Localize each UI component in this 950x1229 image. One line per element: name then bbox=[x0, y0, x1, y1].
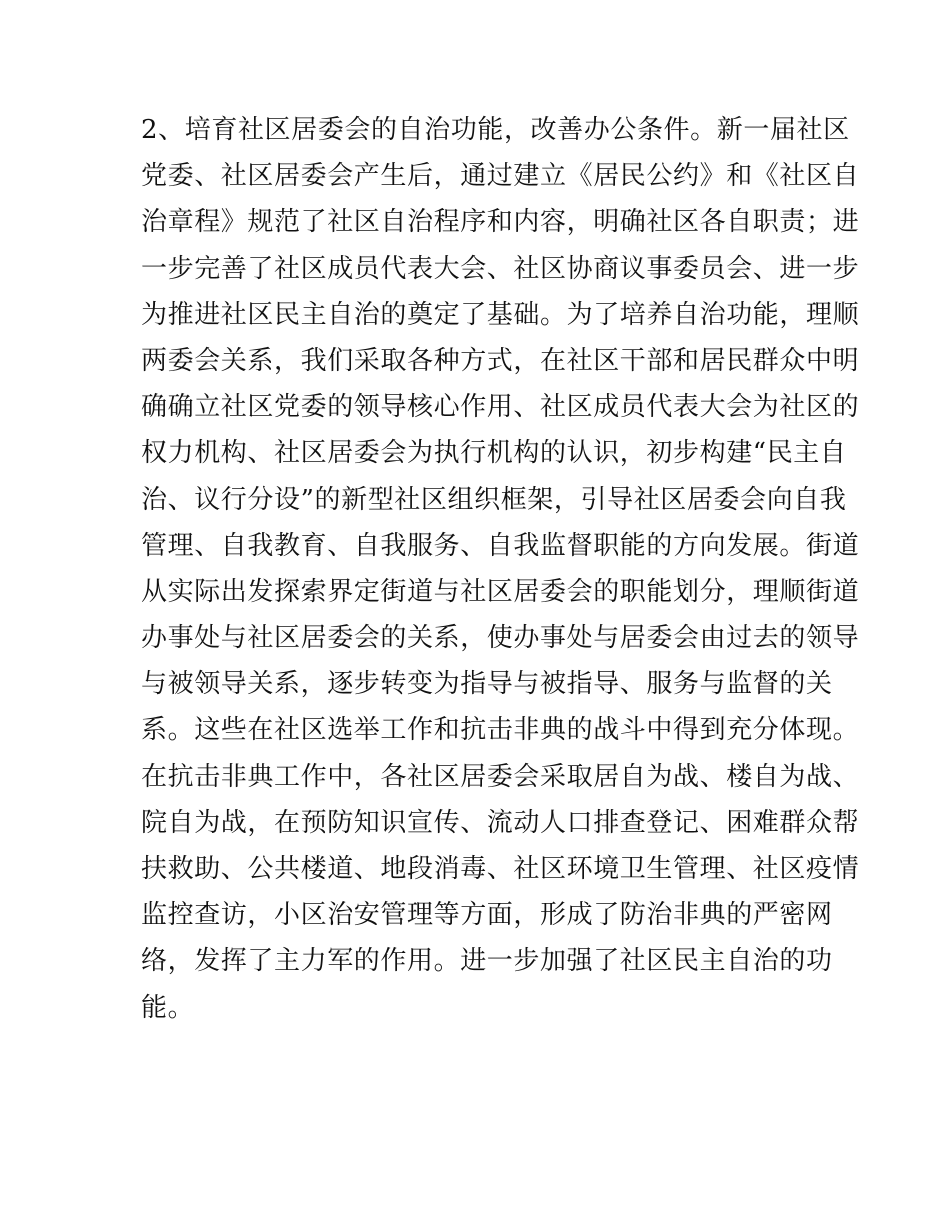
paragraph-line: 从实际出发探索界定街道与社区居委会的职能划分，理顺街道 bbox=[141, 576, 860, 607]
paragraph-line: 监控查访，小区治安管理等方面，形成了防治非典的严密网 bbox=[141, 900, 833, 931]
body-paragraph bbox=[141, 107, 860, 1031]
paragraph-line: 一步完善了社区成员代表大会、社区协商议事委员会、进一步 bbox=[141, 253, 860, 284]
paragraph-line: 院自为战，在预防知识宣传、流动人口排查登记、困难群众帮 bbox=[141, 807, 860, 838]
paragraph-line: 与被领导关系，逐步转变为指导与被指导、服务与监督的关 bbox=[141, 669, 833, 700]
paragraph-line: 办事处与社区居委会的关系，使办事处与居委会由过去的领导 bbox=[141, 623, 860, 654]
paragraph-line: 管理、自我教育、自我服务、自我监督职能的方向发展。街道 bbox=[141, 530, 860, 561]
paragraph-line: 两委会关系，我们采取各种方式，在社区干部和居民群众中明 bbox=[141, 345, 860, 376]
paragraph-line: 确确立社区党委的领导核心作用、社区成员代表大会为社区的 bbox=[141, 392, 860, 423]
paragraph-line: 扶救助、公共楼道、地段消毒、社区环境卫生管理、社区疫情 bbox=[141, 854, 860, 884]
paragraph-line: 能。 bbox=[141, 992, 195, 1023]
paragraph-line: 治、议行分设”的新型社区组织框架，引导社区居委会向自我 bbox=[141, 484, 847, 515]
paragraph-line: 权力机构、社区居委会为执行机构的认识，初步构建“民主自 bbox=[141, 438, 847, 469]
paragraph-line: 治章程》规范了社区自治程序和内容，明确社区各自职责；进 bbox=[141, 207, 860, 238]
paragraph-line: 系。这些在社区选举工作和抗击非典的战斗中得到充分体现。 bbox=[141, 715, 860, 746]
paragraph-line: 2、培育社区居委会的自治功能，改善办公条件。新一届社区 bbox=[141, 115, 850, 145]
paragraph-line: 党委、社区居委会产生后，通过建立《居民公约》和《社区自 bbox=[141, 161, 860, 192]
paragraph-line: 在抗击非典工作中，各社区居委会采取居自为战、楼自为战、 bbox=[141, 761, 860, 792]
paragraph-line: 络，发挥了主力军的作用。进一步加强了社区民主自治的功 bbox=[141, 946, 833, 977]
paragraph-line: 为推进社区民主自治的奠定了基础。为了培养自治功能，理顺 bbox=[141, 299, 860, 330]
